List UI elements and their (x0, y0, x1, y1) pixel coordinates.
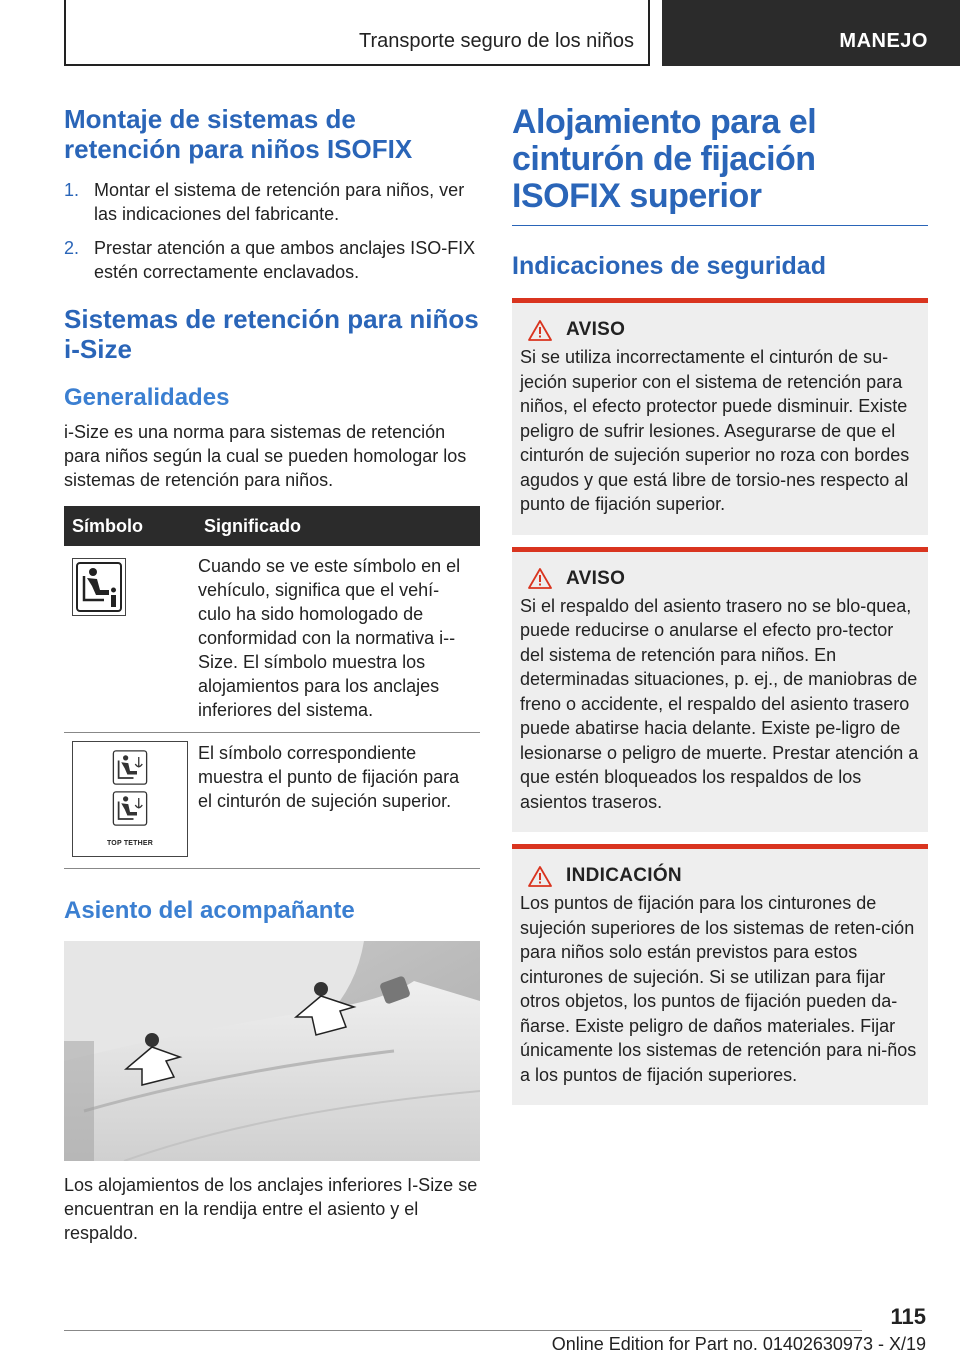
passenger-seat-photo (64, 941, 480, 1161)
header-chapter-box (64, 0, 650, 66)
step-item (64, 178, 480, 226)
step-item (64, 236, 480, 284)
isize-description: i-Size es una norma para sistemas de retención para niños según la cual se pueden homologar los sistemas de retención para niños. (64, 422, 467, 490)
warning-text: Si se utiliza incorrectamente el cinturón de su‐jeción superior con el sistema de retención para niños, el efecto protector puede disminuir. Existe peligro de sufrir lesiones. Asegurarse de que el cinturón de sujeción superior no roza con bordes agudos y que está libre de torsio‐nes respecto al punto de fijación superior. (520, 347, 910, 514)
warning-triangle-icon (528, 568, 552, 589)
column-header-meaning: Significado (196, 506, 480, 546)
safety-heading: Indicaciones de seguridad (512, 252, 826, 280)
top-tether-heading: Alojamiento para el cinturón de fijación ISOFIX superior (512, 103, 817, 215)
footer-divider (64, 1330, 862, 1331)
warning-note (512, 547, 928, 833)
meaning-cell: El símbolo correspondiente muestra el punto de fijación para el cinturón de sujeción superior. (196, 733, 480, 869)
table-row (64, 546, 480, 733)
warning-text: Si el respaldo del asiento trasero no se blo‐quea, puede reducirse o anularse el efecto pro‐tector del sistema de retención para niños. En determinadas situaciones, p. ej., de maniobras de freno o accidente, el respaldo del asiento trasero puede abatirse hacia delante. Existe pe‐ligro de lesionarse o peligro de muerte. Prestar atención a que estén bloqueados los respaldos de los asientos traseros. (520, 595, 919, 812)
tether-anchor-icon (110, 791, 150, 826)
indication-note (512, 844, 928, 1105)
symbol-cell (64, 733, 196, 869)
step-text: Montar el sistema de retención para niños, ver las indicaciones del fabricante. (94, 180, 465, 224)
right-column (512, 104, 928, 1105)
warning-label: AVISO (566, 319, 626, 340)
meaning-cell: Cuando se ve este símbolo en el vehículo, significa que el vehí‐culo ha sido homologado de conformidad con la normativa i-‐Size. El símbolo muestra los alojamientos para los anclajes inferiores del sistema. (196, 546, 480, 733)
isize-seat-icon (72, 558, 126, 616)
passenger-seat-heading: Asiento del acompañante (64, 897, 355, 924)
warning-note (512, 298, 928, 535)
isofix-heading: Montaje de sistemas de retención para niños ISOFIX (64, 104, 413, 164)
column-header-symbol: Símbolo (64, 506, 196, 546)
warning-triangle-icon (528, 320, 552, 341)
edition-text: Online Edition for Part no. 01402630973 - X/19 (551, 1334, 926, 1354)
section-title: MANEJO (839, 30, 928, 52)
symbol-table (64, 506, 480, 869)
page-number: 115 (890, 1304, 926, 1329)
symbol-cell (64, 546, 196, 733)
top-tether-icon (72, 741, 188, 857)
warning-label: AVISO (566, 567, 626, 589)
left-column (64, 104, 480, 1245)
step-number: 1. (64, 180, 80, 200)
isize-heading: Sistemas de retención para niños i-Size (64, 304, 479, 364)
heading-divider (512, 225, 928, 226)
indication-text: Los puntos de fijación para los cinturones de sujeción superiores de los sistemas de reten‐ción para niños solo están previstos para estos cinturones de sujeción. Si se utilizan para fijar otros objetos, los puntos de fijación pueden da‐ñarse. Existe peligro de daños materiales. Fijar únicamente los sistemas de retención para ni‐ños a los puntos de fijación superiores. (520, 893, 917, 1085)
header-section-tab (662, 0, 960, 66)
step-number: 2. (64, 238, 80, 258)
top-tether-caption: TOP TETHER (106, 840, 154, 847)
generalidades-heading: Generalidades (64, 384, 230, 411)
isofix-steps (64, 178, 480, 284)
chapter-title: Transporte seguro de los niños (359, 30, 634, 52)
step-text: Prestar atención a que ambos anclajes ISO‐FIX estén correctamente enclavados. (94, 238, 476, 282)
warning-triangle-icon (528, 866, 552, 887)
tether-anchor-icon (110, 750, 150, 785)
table-row (64, 733, 480, 869)
passenger-seat-caption: Los alojamientos de los anclajes inferiores I-Size se encuentran en la rendija entre el asiento y el respaldo. (64, 1175, 478, 1243)
indication-label: INDICACIÓN (566, 865, 682, 886)
